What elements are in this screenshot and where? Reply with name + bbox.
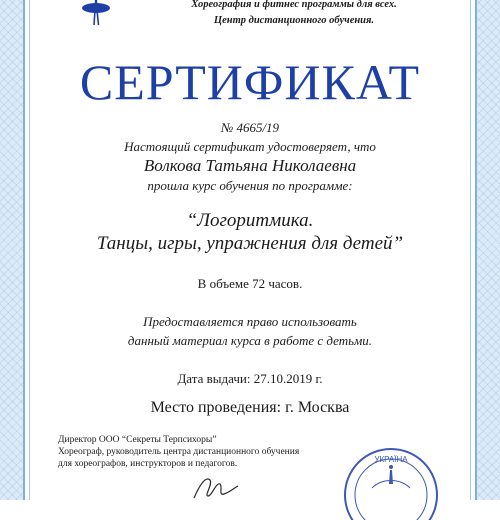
course-passed-text: прошла курс обучения по программе: [147, 178, 353, 193]
course-hours: В объеме 72 часов. [197, 276, 303, 291]
header-line-1: Хореография и фитнес программы для всех. [191, 0, 397, 10]
issue-date: Дата выдачи: 27.10.2019 г. [177, 371, 323, 386]
venue: Место проведения: г. Москва [150, 399, 350, 416]
program-title-line-1: “Логоритмика. [186, 210, 314, 231]
certificate-intro: Настоящий сертификат удостоверяет, что [124, 139, 376, 154]
director-audience: для хореографов, инструкторов и педагогов. [58, 459, 238, 469]
recipient-name: Волкова Татьяна Николаевна [143, 156, 357, 175]
signature-icon [190, 474, 240, 500]
certificate-title: СЕРТИФИКАТ [79, 54, 421, 110]
director-title: Директор ООО “Секреты Терпсихоры” [58, 435, 217, 445]
certificate-number: № 4665/19 [220, 120, 280, 135]
header-line-2: Центр дистанционного обучения. [213, 15, 375, 26]
program-title-line-2: Танцы, игры, упражнения для детей” [96, 233, 404, 254]
director-role: Хореограф, руководитель центра дистанционного обучения [58, 447, 300, 457]
center-header [118, 0, 470, 29]
ballerina-logo-icon [78, 0, 114, 26]
rights-line-1: Предоставляется право использовать [143, 314, 357, 329]
rights-line-2: данный материал курса в работе с детьми. [127, 333, 373, 348]
stamp-text: УКРАЇНА [374, 455, 408, 464]
official-stamp-icon [336, 440, 446, 520]
director-block [58, 434, 378, 470]
